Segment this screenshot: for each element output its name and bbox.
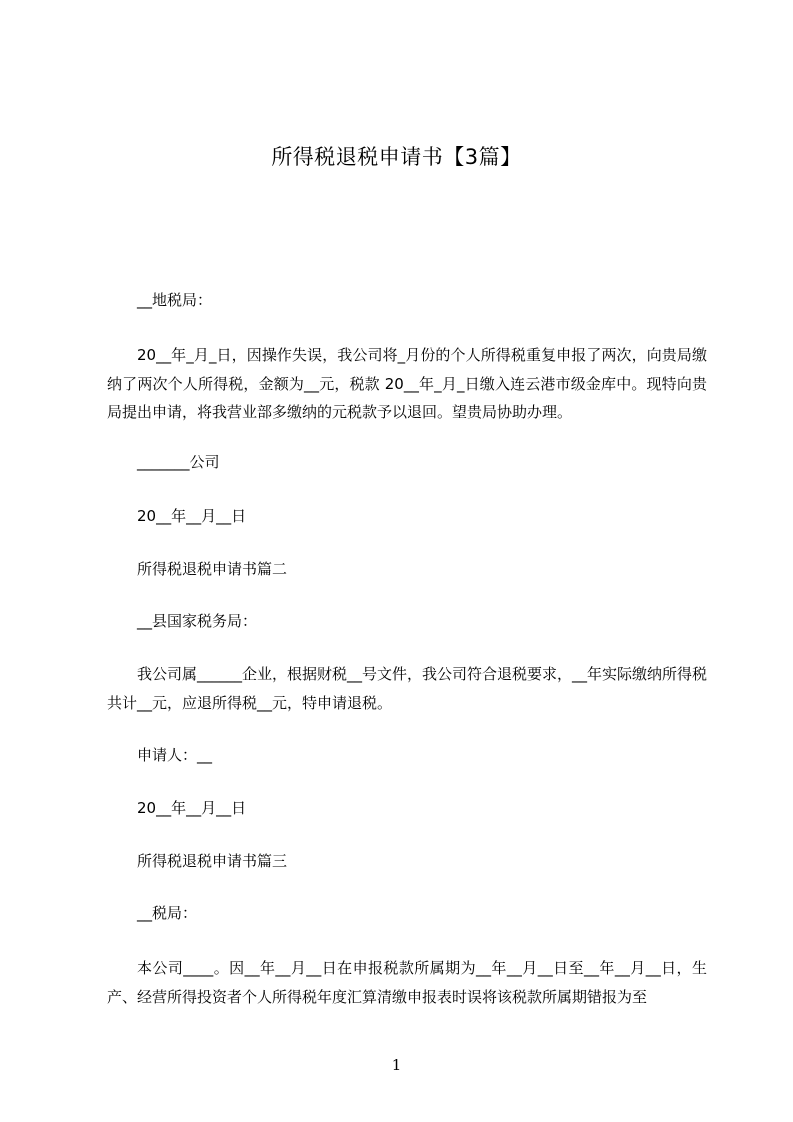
section1-signature: _______公司 bbox=[137, 453, 220, 471]
section3-body: 本公司____。因__年__月__日在申报税款所属期为__年__月__日至__年__月__日，生产、经营所得投资者个人所得税年度汇算清缴申报表时误将该税款所属期错报为至 bbox=[107, 959, 707, 1006]
section2-date: 20__年__月__日 bbox=[137, 799, 247, 817]
page-number: 1 bbox=[391, 1056, 402, 1074]
section1-addressee: __地税局： bbox=[137, 291, 213, 309]
section2-addressee: __县国家税务局： bbox=[137, 612, 258, 630]
section3-addressee: __税局： bbox=[137, 904, 198, 922]
section2-body: 我公司属______企业，根据财税__号文件，我公司符合退税要求，__年实际缴纳所得税共计__元，应退所得税__元，特申请退税。 bbox=[107, 665, 708, 712]
section3-heading: 所得税退税申请书篇三 bbox=[137, 852, 288, 870]
section1-body: 20__年_月_日，因操作失误，我公司将_月份的个人所得税重复申报了两次，向贵局缴纳了两次个人所得税，金额为__元，税款 20__年_月_日缴入连云港市级金库中。现特向贵局提出申请，将我营业部多缴纳的元税款予以退回。望贵局协助办理。 bbox=[107, 346, 707, 422]
document-title: 所得税退税申请书【3篇】 bbox=[271, 145, 522, 169]
section2-heading: 所得税退税申请书篇二 bbox=[137, 560, 288, 578]
section1-date: 20__年__月__日 bbox=[137, 507, 247, 525]
section2-applicant: 申请人：__ bbox=[137, 746, 213, 764]
